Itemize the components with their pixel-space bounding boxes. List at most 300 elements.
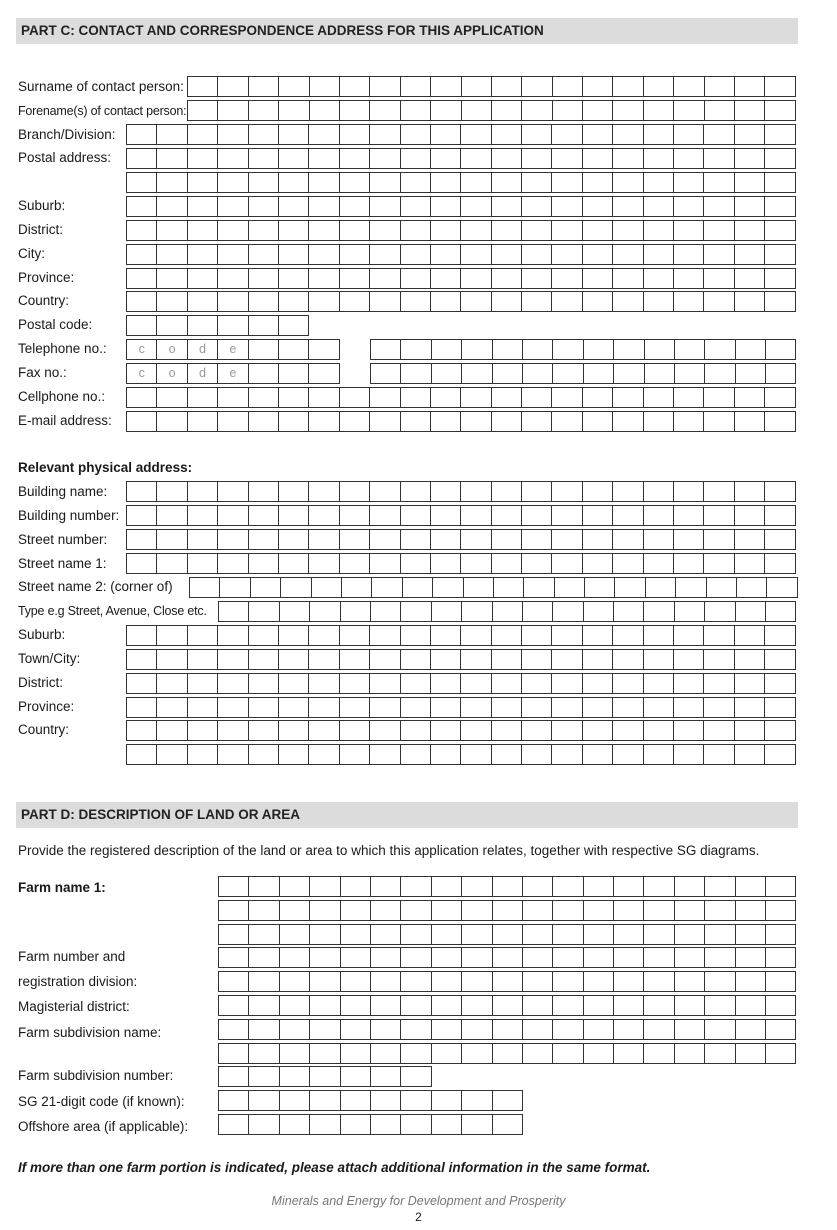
char-box[interactable] [704, 244, 734, 265]
char-box[interactable] [644, 124, 674, 145]
char-box[interactable] [219, 924, 249, 945]
char-box[interactable] [644, 148, 674, 169]
char-box[interactable] [765, 387, 795, 408]
char-box[interactable] [461, 649, 491, 670]
farm-name-input-line-3[interactable] [218, 924, 797, 945]
char-box[interactable] [613, 481, 643, 502]
char-box[interactable] [401, 553, 431, 574]
char-box[interactable] [279, 76, 309, 97]
char-box[interactable] [736, 995, 766, 1016]
char-box[interactable] [736, 1019, 766, 1040]
char-box[interactable] [613, 625, 643, 646]
char-box[interactable] [218, 649, 248, 670]
char-box[interactable] [461, 172, 491, 193]
char-box[interactable] [522, 124, 552, 145]
char-box[interactable] [674, 411, 704, 432]
char-box[interactable] [401, 339, 431, 360]
char-box[interactable] [704, 649, 734, 670]
char-box[interactable] [707, 577, 737, 598]
char-box[interactable] [705, 876, 735, 897]
char-box[interactable] [492, 172, 522, 193]
char-box[interactable] [552, 411, 582, 432]
char-box[interactable] [705, 76, 735, 97]
char-box[interactable] [462, 947, 492, 968]
char-box[interactable] [644, 900, 674, 921]
char-box[interactable] [401, 220, 431, 241]
char-box[interactable] [431, 220, 461, 241]
farm-subdivision-name-input-line-2[interactable] [218, 1043, 797, 1064]
char-box[interactable] [522, 529, 552, 550]
char-box[interactable] [644, 220, 674, 241]
char-box[interactable] [523, 971, 553, 992]
char-box[interactable] [401, 363, 431, 384]
char-box[interactable] [249, 649, 279, 670]
char-box[interactable] [704, 148, 734, 169]
char-box[interactable] [249, 220, 279, 241]
street-name-2-input[interactable] [189, 577, 798, 598]
char-box[interactable] [766, 1043, 796, 1064]
char-box[interactable] [431, 244, 461, 265]
char-box[interactable] [188, 315, 218, 336]
char-box[interactable] [127, 172, 157, 193]
char-box[interactable] [370, 76, 400, 97]
char-box[interactable] [188, 625, 218, 646]
char-box[interactable] [704, 387, 734, 408]
char-box[interactable] [735, 673, 765, 694]
char-box[interactable] [340, 124, 370, 145]
char-box[interactable] [492, 529, 522, 550]
char-box[interactable] [249, 291, 279, 312]
char-box[interactable] [218, 625, 248, 646]
char-box[interactable] [704, 744, 734, 765]
char-box[interactable] [674, 673, 704, 694]
char-box[interactable] [704, 411, 734, 432]
char-box[interactable] [613, 744, 643, 765]
char-box[interactable] [735, 124, 765, 145]
char-box[interactable] [401, 100, 431, 121]
char-box[interactable] [340, 481, 370, 502]
char-box[interactable] [552, 220, 582, 241]
char-box[interactable] [370, 244, 400, 265]
char-box[interactable] [613, 148, 643, 169]
char-box[interactable] [157, 387, 187, 408]
char-box[interactable] [157, 529, 187, 550]
char-box[interactable] [735, 196, 765, 217]
char-box[interactable] [309, 481, 339, 502]
char-box[interactable] [522, 505, 552, 526]
char-box[interactable] [157, 505, 187, 526]
char-box[interactable] [583, 529, 613, 550]
char-box[interactable] [583, 625, 613, 646]
char-box[interactable] [340, 744, 370, 765]
char-box[interactable] [371, 601, 401, 622]
char-box[interactable] [188, 673, 218, 694]
char-box[interactable] [220, 577, 250, 598]
char-box[interactable] [249, 924, 279, 945]
char-box[interactable] [127, 220, 157, 241]
char-box[interactable] [401, 995, 431, 1016]
char-box[interactable] [157, 148, 187, 169]
char-box[interactable] [309, 720, 339, 741]
char-box[interactable] [522, 481, 552, 502]
farm-name-input-line-1[interactable] [218, 876, 797, 897]
char-box[interactable] [370, 625, 400, 646]
char-box[interactable] [127, 411, 157, 432]
char-box[interactable] [613, 720, 643, 741]
char-box[interactable] [461, 411, 491, 432]
char-box[interactable] [552, 673, 582, 694]
char-box[interactable] [188, 387, 218, 408]
char-box[interactable] [127, 124, 157, 145]
char-box[interactable] [462, 1114, 492, 1135]
char-box[interactable] [279, 196, 309, 217]
char-box[interactable] [370, 649, 400, 670]
char-box[interactable] [309, 172, 339, 193]
char-box[interactable] [341, 601, 371, 622]
char-box[interactable] [492, 697, 522, 718]
char-box[interactable] [309, 744, 339, 765]
char-box[interactable] [370, 148, 400, 169]
char-box[interactable] [127, 673, 157, 694]
char-box[interactable] [280, 1090, 310, 1111]
char-box[interactable] [705, 1043, 735, 1064]
char-box[interactable] [552, 148, 582, 169]
char-box[interactable] [584, 995, 614, 1016]
char-box[interactable] [249, 76, 279, 97]
char-box[interactable] [522, 172, 552, 193]
char-box[interactable] [309, 291, 339, 312]
char-box[interactable] [552, 196, 582, 217]
char-box[interactable] [309, 220, 339, 241]
char-box[interactable] [309, 529, 339, 550]
char-box[interactable] [309, 244, 339, 265]
char-box[interactable] [218, 268, 248, 289]
char-box[interactable] [127, 268, 157, 289]
char-box[interactable] [553, 363, 583, 384]
code-hint-box[interactable]: c [127, 339, 157, 360]
char-box[interactable] [218, 529, 248, 550]
char-box[interactable] [157, 481, 187, 502]
char-box[interactable] [523, 363, 553, 384]
char-box[interactable] [644, 244, 674, 265]
char-box[interactable] [249, 971, 279, 992]
char-box[interactable] [280, 947, 310, 968]
char-box[interactable] [370, 411, 400, 432]
char-box[interactable] [735, 481, 765, 502]
char-box[interactable] [553, 947, 583, 968]
char-box[interactable] [370, 529, 400, 550]
char-box[interactable] [341, 995, 371, 1016]
char-box[interactable] [370, 481, 400, 502]
char-box[interactable] [249, 697, 279, 718]
char-box[interactable] [249, 601, 279, 622]
char-box[interactable] [431, 744, 461, 765]
char-box[interactable] [765, 172, 795, 193]
char-box[interactable] [613, 76, 643, 97]
char-box[interactable] [432, 971, 462, 992]
char-box[interactable] [614, 601, 644, 622]
char-box[interactable] [218, 481, 248, 502]
char-box[interactable] [370, 124, 400, 145]
char-box[interactable] [219, 1090, 249, 1111]
char-box[interactable] [583, 649, 613, 670]
char-box[interactable] [461, 244, 491, 265]
char-box[interactable] [585, 577, 615, 598]
char-box[interactable] [188, 553, 218, 574]
char-box[interactable] [675, 900, 705, 921]
char-box[interactable] [340, 553, 370, 574]
char-box[interactable] [309, 339, 339, 360]
code-hint-box[interactable]: o [157, 339, 187, 360]
char-box[interactable] [583, 148, 613, 169]
char-box[interactable] [401, 196, 431, 217]
char-box[interactable] [765, 244, 795, 265]
char-box[interactable] [735, 100, 765, 121]
char-box[interactable] [522, 291, 552, 312]
char-box[interactable] [614, 363, 644, 384]
char-box[interactable] [157, 411, 187, 432]
char-box[interactable] [492, 744, 522, 765]
code-hint-box[interactable]: e [218, 339, 248, 360]
char-box[interactable] [735, 411, 765, 432]
char-box[interactable] [432, 876, 462, 897]
char-box[interactable] [279, 148, 309, 169]
char-box[interactable] [218, 220, 248, 241]
char-box[interactable] [249, 1019, 279, 1040]
char-box[interactable] [644, 1019, 674, 1040]
char-box[interactable] [614, 971, 644, 992]
char-box[interactable] [310, 100, 340, 121]
char-box[interactable] [644, 387, 674, 408]
char-box[interactable] [312, 577, 342, 598]
char-box[interactable] [735, 220, 765, 241]
code-hint-box[interactable]: c [127, 363, 157, 384]
char-box[interactable] [190, 577, 220, 598]
char-box[interactable] [765, 673, 795, 694]
char-box[interactable] [613, 268, 643, 289]
char-box[interactable] [340, 172, 370, 193]
char-box[interactable] [765, 720, 795, 741]
char-box[interactable] [249, 673, 279, 694]
char-box[interactable] [219, 601, 249, 622]
char-box[interactable] [644, 76, 674, 97]
char-box[interactable] [735, 505, 765, 526]
char-box[interactable] [401, 1090, 431, 1111]
char-box[interactable] [401, 244, 431, 265]
char-box[interactable] [431, 481, 461, 502]
char-box[interactable] [674, 268, 704, 289]
char-box[interactable] [552, 244, 582, 265]
char-box[interactable] [249, 244, 279, 265]
char-box[interactable] [310, 924, 340, 945]
char-box[interactable] [281, 577, 311, 598]
char-box[interactable] [765, 625, 795, 646]
char-box[interactable] [766, 971, 796, 992]
char-box[interactable] [736, 947, 766, 968]
char-box[interactable] [188, 268, 218, 289]
branch-input[interactable] [126, 124, 796, 145]
char-box[interactable] [704, 291, 734, 312]
char-box[interactable] [433, 577, 463, 598]
char-box[interactable] [767, 577, 797, 598]
char-box[interactable] [492, 625, 522, 646]
char-box[interactable] [341, 900, 371, 921]
char-box[interactable] [127, 244, 157, 265]
char-box[interactable] [553, 76, 583, 97]
char-box[interactable] [493, 995, 523, 1016]
char-box[interactable] [705, 947, 735, 968]
char-box[interactable] [279, 387, 309, 408]
char-box[interactable] [492, 268, 522, 289]
char-box[interactable] [431, 529, 461, 550]
char-box[interactable] [219, 1019, 249, 1040]
char-box[interactable] [401, 411, 431, 432]
char-box[interactable] [310, 76, 340, 97]
char-box[interactable] [341, 876, 371, 897]
char-box[interactable] [644, 625, 674, 646]
char-box[interactable] [613, 697, 643, 718]
char-box[interactable] [279, 172, 309, 193]
char-box[interactable] [370, 505, 400, 526]
char-box[interactable] [188, 124, 218, 145]
char-box[interactable] [340, 697, 370, 718]
char-box[interactable] [523, 995, 553, 1016]
char-box[interactable] [127, 505, 157, 526]
char-box[interactable] [432, 1019, 462, 1040]
building-number-input[interactable] [126, 505, 796, 526]
char-box[interactable] [340, 268, 370, 289]
char-box[interactable] [644, 481, 674, 502]
char-box[interactable] [309, 124, 339, 145]
char-box[interactable] [523, 601, 553, 622]
char-box[interactable] [461, 697, 491, 718]
char-box[interactable] [674, 481, 704, 502]
char-box[interactable] [432, 1043, 462, 1064]
char-box[interactable] [704, 553, 734, 574]
char-box[interactable] [766, 995, 796, 1016]
char-box[interactable] [584, 1043, 614, 1064]
char-box[interactable] [432, 1114, 462, 1135]
char-box[interactable] [219, 1043, 249, 1064]
char-box[interactable] [340, 387, 370, 408]
char-box[interactable] [462, 876, 492, 897]
char-box[interactable] [401, 1043, 431, 1064]
char-box[interactable] [675, 1043, 705, 1064]
char-box[interactable] [370, 196, 400, 217]
char-box[interactable] [674, 720, 704, 741]
char-box[interactable] [432, 363, 462, 384]
char-box[interactable] [249, 529, 279, 550]
char-box[interactable] [735, 625, 765, 646]
char-box[interactable] [249, 720, 279, 741]
char-box[interactable] [431, 673, 461, 694]
char-box[interactable] [249, 876, 279, 897]
char-box[interactable] [157, 649, 187, 670]
char-box[interactable] [157, 268, 187, 289]
char-box[interactable] [341, 924, 371, 945]
char-box[interactable] [401, 924, 431, 945]
district-input[interactable] [126, 220, 796, 241]
char-box[interactable] [493, 339, 523, 360]
char-box[interactable] [493, 1043, 523, 1064]
physical-district-input[interactable] [126, 673, 796, 694]
char-box[interactable] [431, 148, 461, 169]
char-box[interactable] [370, 673, 400, 694]
char-box[interactable] [583, 220, 613, 241]
physical-country-input-line-2[interactable] [126, 744, 796, 765]
char-box[interactable] [401, 387, 431, 408]
char-box[interactable] [279, 505, 309, 526]
char-box[interactable] [583, 172, 613, 193]
char-box[interactable] [705, 971, 735, 992]
char-box[interactable] [704, 220, 734, 241]
char-box[interactable] [614, 339, 644, 360]
char-box[interactable] [644, 100, 674, 121]
char-box[interactable] [765, 697, 795, 718]
char-box[interactable] [644, 411, 674, 432]
char-box[interactable] [340, 244, 370, 265]
char-box[interactable] [279, 291, 309, 312]
char-box[interactable] [280, 995, 310, 1016]
char-box[interactable] [735, 744, 765, 765]
char-box[interactable] [401, 76, 431, 97]
char-box[interactable] [249, 1090, 279, 1111]
char-box[interactable] [370, 172, 400, 193]
char-box[interactable] [157, 553, 187, 574]
char-box[interactable] [735, 720, 765, 741]
char-box[interactable] [461, 673, 491, 694]
char-box[interactable] [493, 1019, 523, 1040]
char-box[interactable] [218, 76, 248, 97]
char-box[interactable] [675, 363, 705, 384]
char-box[interactable] [736, 876, 766, 897]
char-box[interactable] [644, 971, 674, 992]
char-box[interactable] [522, 673, 552, 694]
char-box[interactable] [309, 363, 339, 384]
char-box[interactable] [401, 697, 431, 718]
char-box[interactable] [127, 553, 157, 574]
char-box[interactable] [461, 196, 491, 217]
char-box[interactable] [127, 148, 157, 169]
char-box[interactable] [522, 649, 552, 670]
char-box[interactable] [523, 339, 553, 360]
char-box[interactable] [644, 1043, 674, 1064]
char-box[interactable] [735, 148, 765, 169]
char-box[interactable] [583, 124, 613, 145]
street-name-1-input[interactable] [126, 553, 796, 574]
char-box[interactable] [219, 1066, 249, 1087]
char-box[interactable] [705, 100, 735, 121]
char-box[interactable] [765, 481, 795, 502]
char-box[interactable] [279, 720, 309, 741]
char-box[interactable] [552, 625, 582, 646]
char-box[interactable] [522, 553, 552, 574]
char-box[interactable] [736, 601, 766, 622]
farm-number-input[interactable] [218, 947, 797, 968]
char-box[interactable] [188, 291, 218, 312]
char-box[interactable] [644, 995, 674, 1016]
char-box[interactable] [522, 244, 552, 265]
char-box[interactable] [736, 363, 766, 384]
char-box[interactable] [370, 553, 400, 574]
char-box[interactable] [249, 744, 279, 765]
telephone-code-input[interactable] [126, 339, 340, 360]
char-box[interactable] [279, 744, 309, 765]
char-box[interactable] [614, 900, 644, 921]
char-box[interactable] [218, 744, 248, 765]
char-box[interactable] [371, 924, 401, 945]
char-box[interactable] [492, 291, 522, 312]
